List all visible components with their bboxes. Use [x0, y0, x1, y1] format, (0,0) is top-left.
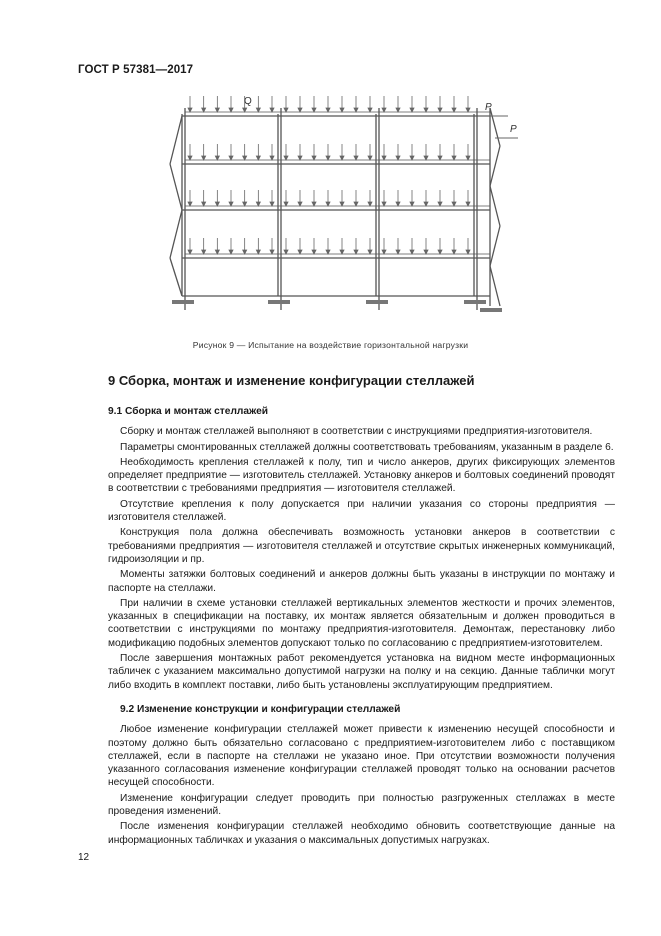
force-label-p-top: P	[485, 102, 492, 113]
load-arrow-head	[229, 108, 233, 112]
load-arrow-head	[188, 202, 192, 206]
load-arrow-head	[438, 108, 442, 112]
load-arrow-head	[396, 108, 400, 112]
load-arrow-head	[312, 156, 316, 160]
section-9-1-title: 9.1 Сборка и монтаж стеллажей	[108, 406, 269, 417]
load-arrow-head	[215, 156, 219, 160]
rack-brace	[170, 258, 182, 296]
load-arrow-head	[382, 156, 386, 160]
load-arrow-head	[466, 250, 470, 254]
section-9-1	[108, 405, 615, 694]
load-arrow-head	[326, 250, 330, 254]
load-arrow-head	[424, 250, 428, 254]
load-arrow-head	[256, 202, 260, 206]
load-arrow-head	[438, 250, 442, 254]
base-plate	[172, 300, 194, 304]
load-arrow-head	[396, 202, 400, 206]
load-arrow-head	[368, 108, 372, 112]
paragraph: Отсутствие крепления к полу допускается при наличии указания со стороны предприятия — изготовителя стеллажей.	[108, 498, 615, 524]
load-arrow-head	[243, 202, 247, 206]
load-arrow-head	[229, 250, 233, 254]
load-arrow-head	[466, 108, 470, 112]
load-arrow-head	[298, 156, 302, 160]
load-arrow-head	[410, 108, 414, 112]
load-arrow-head	[340, 202, 344, 206]
paragraph: После завершения монтажных работ рекомендуется установка на видном месте информационных табличек с указанием максимально допустимой нагрузки на полку и на секцию. Данные таблички могут либо входить в комплект поставки, либо быть установлены эксплуатирующим предприятием.	[108, 653, 615, 691]
paragraph: Любое изменение конфигурации стеллажей может привести к изменению несущей способности и поэтому должно быть обязательно согласовано с предприятием-изготовителем либо с поставщиком стеллажей, если в паспорте на стеллажи не указано иное. При отсутствии возможности получения указанного согласования изменение конфигурации стеллажей проводят только на основании расчетов несущей способности.	[108, 724, 615, 789]
load-arrow-head	[243, 108, 247, 112]
load-arrow-head	[270, 250, 274, 254]
load-arrow-head	[202, 108, 206, 112]
load-arrow-head	[298, 202, 302, 206]
rack-brace	[490, 146, 500, 186]
section-9-title: 9 Сборка, монтаж и изменение конфигурации стеллажей	[108, 373, 475, 388]
document-header: ГОСТ Р 57381—2017	[78, 64, 194, 76]
load-arrow-head	[382, 108, 386, 112]
paragraph: Сборку и монтаж стеллажей выполняют в соответствии с инструкциями предприятия-изготовителя.	[120, 426, 593, 438]
load-arrow-head	[438, 156, 442, 160]
load-arrow-head	[382, 250, 386, 254]
paragraph: После изменения конфигурации стеллажей необходимо обновить соответствующие данные на информационных табличках и указания о максимальных допустимых нагрузках.	[108, 821, 615, 846]
paragraph: Изменение конфигурации следует проводить при полностью разгруженных стеллажах в месте проведения изменений.	[108, 792, 615, 818]
load-arrow-head	[284, 156, 288, 160]
load-arrow-head	[354, 250, 358, 254]
base-plate	[268, 300, 290, 304]
load-arrow-head	[256, 108, 260, 112]
force-label-p-side: P	[510, 124, 517, 135]
load-arrow-head	[368, 156, 372, 160]
load-arrow-head	[410, 202, 414, 206]
load-arrow-head	[326, 156, 330, 160]
load-arrow-head	[284, 108, 288, 112]
load-arrow-head	[202, 250, 206, 254]
rack-brace	[170, 164, 182, 210]
load-arrow-head	[452, 250, 456, 254]
section-9-2	[108, 703, 615, 849]
load-arrow-head	[270, 156, 274, 160]
load-arrow-head	[229, 156, 233, 160]
load-arrow-head	[202, 202, 206, 206]
load-arrow-head	[243, 250, 247, 254]
load-arrow-head	[215, 108, 219, 112]
load-arrow-head	[243, 156, 247, 160]
base-plate	[366, 300, 388, 304]
paragraph: Конструкция пола должна обеспечивать возможность установки анкеров в соответствии с требованиями предприятия — изготовителя стеллажей и отсутствие скрытых инженерных коммуникаций, гидроизоляции и пр.	[108, 527, 615, 565]
load-arrow-head	[270, 202, 274, 206]
load-arrow-head	[188, 108, 192, 112]
paragraph: Моменты затяжки болтовых соединений и анкеров должны быть указаны в инструкции по монтажу и паспорте на стеллажи.	[108, 569, 615, 594]
load-arrow-head	[354, 108, 358, 112]
load-arrow-head	[368, 202, 372, 206]
load-arrow-head	[298, 250, 302, 254]
load-arrow-head	[452, 108, 456, 112]
paragraph: При наличии в схеме установки стеллажей вертикальных элементов жесткости и прочих элементов, указанных в спецификации на поставку, их монтаж является обязательным и должен проводиться в соответствии с инструкциями по монтажу предприятия-изготовителя. Демонтаж, перестановку либо модификацию подобных элементов допускают только по согласованию с предприятием-изготовителем.	[108, 597, 615, 649]
load-arrow-head	[215, 250, 219, 254]
paragraph: Параметры смонтированных стеллажей должны соответствовать требованиям, указанным в разделе 6.	[120, 441, 614, 453]
load-arrow-head	[256, 250, 260, 254]
load-arrow-head	[424, 156, 428, 160]
load-arrow-head	[452, 156, 456, 160]
figure-caption: Рисунок 9 — Испытание на воздействие горизонтальной нагрузки	[192, 340, 469, 350]
load-arrow-head	[312, 250, 316, 254]
load-arrow-head	[326, 108, 330, 112]
rack-brace	[490, 226, 500, 266]
load-arrow-head	[256, 156, 260, 160]
load-arrow-head	[354, 202, 358, 206]
rack-brace	[170, 116, 182, 164]
load-arrow-head	[424, 108, 428, 112]
load-arrow-head	[270, 108, 274, 112]
rack-brace	[490, 266, 500, 306]
load-arrow-head	[298, 108, 302, 112]
load-arrow-head	[326, 202, 330, 206]
base-plate	[464, 300, 486, 304]
load-arrow-head	[396, 250, 400, 254]
paragraph: Необходимость крепления стеллажей к полу, тип и число анкеров, других фиксирующих элементов определяет предприятие — изготовитель стеллажей. Установку анкеров и болтовых соединений проводят в соответствии с требованиями предприятия — изготовителя стеллажей.	[108, 456, 615, 495]
page-number: 12	[78, 852, 90, 863]
load-arrow-head	[354, 156, 358, 160]
load-arrow-head	[410, 156, 414, 160]
load-arrow-head	[452, 202, 456, 206]
load-arrow-head	[312, 202, 316, 206]
load-arrow-head	[438, 202, 442, 206]
load-arrow-head	[188, 156, 192, 160]
load-arrow-head	[466, 202, 470, 206]
load-arrow-head	[312, 108, 316, 112]
rack-brace	[490, 186, 500, 226]
load-arrow-head	[424, 202, 428, 206]
base-plate	[480, 308, 502, 312]
load-arrow-head	[340, 108, 344, 112]
load-arrow-head	[340, 250, 344, 254]
load-label-q: Q	[244, 96, 252, 107]
load-arrow-head	[410, 250, 414, 254]
load-arrow-head	[229, 202, 233, 206]
load-arrow-head	[202, 156, 206, 160]
load-arrow-head	[284, 250, 288, 254]
load-arrow-head	[396, 156, 400, 160]
load-arrow-head	[368, 250, 372, 254]
rack-brace	[490, 108, 500, 146]
rack-load-diagram	[160, 86, 520, 336]
load-arrow-head	[188, 250, 192, 254]
rack-brace	[170, 210, 182, 258]
load-arrow-head	[284, 202, 288, 206]
load-arrow-head	[215, 202, 219, 206]
load-arrow-head	[466, 156, 470, 160]
load-arrow-head	[382, 202, 386, 206]
section-9-2-title: 9.2 Изменение конструкции и конфигурации стеллажей	[120, 704, 401, 715]
load-arrow-head	[340, 156, 344, 160]
